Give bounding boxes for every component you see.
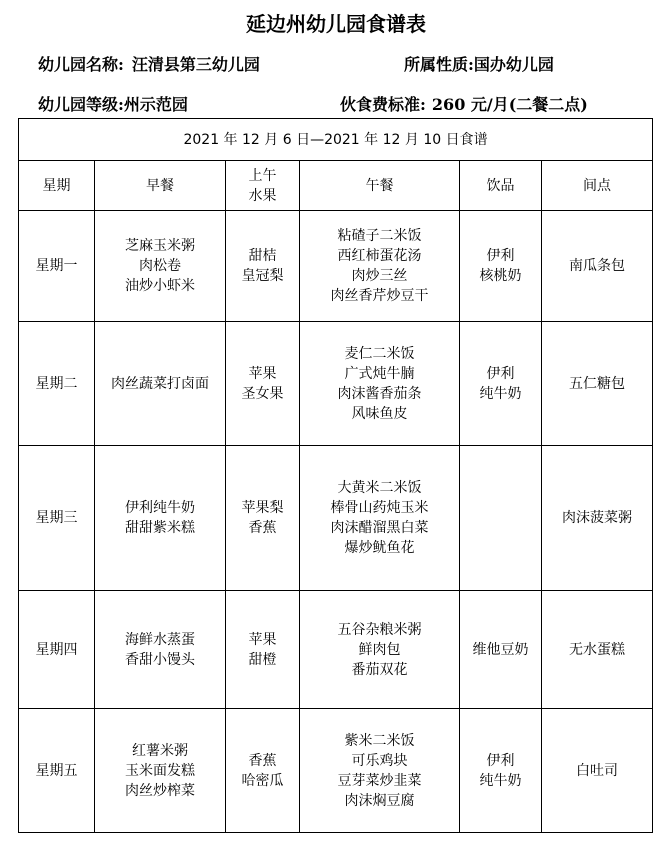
lunch-item: 五谷杂粮米粥 (337, 621, 422, 638)
fruit-cell (226, 211, 300, 322)
lunch-item: 大黄米二米饭 (337, 480, 422, 496)
table-row (19, 446, 653, 591)
lunch-item: 肉丝香芹炒豆干 (330, 288, 429, 304)
breakfast-cell (95, 211, 226, 322)
breakfast-item: 肉丝蔬菜打卤面 (111, 375, 209, 392)
ownership-type-value: 国办幼儿园 (473, 55, 554, 74)
page-title: 延边州幼儿园食谱表 (246, 12, 426, 36)
drink-item: 伊利 (486, 365, 515, 382)
drink-cell (460, 211, 542, 322)
day-cell: 星期四 (19, 591, 95, 709)
breakfast-cell (95, 709, 226, 833)
fruit-item: 苹果 (248, 365, 277, 382)
menu-table (18, 118, 653, 833)
kindergarten-grade-value: 州示范园 (123, 95, 188, 114)
snack-cell (542, 446, 653, 591)
kindergarten-grade-label: 幼儿园等级: (38, 95, 124, 114)
header-drink: 饮品 (460, 161, 542, 211)
snack-item: 无水蛋糕 (569, 641, 626, 658)
breakfast-item: 伊利纯牛奶 (125, 500, 195, 516)
snack-cell (542, 709, 653, 833)
breakfast-item: 玉米面发糕 (125, 762, 195, 779)
lunch-item: 爆炒鱿鱼花 (344, 540, 415, 556)
header-breakfast: 早餐 (95, 161, 226, 211)
day-cell: 星期五 (19, 709, 95, 833)
drink-cell (460, 591, 542, 709)
header-day: 星期 (19, 161, 95, 211)
lunch-cell (300, 709, 460, 833)
header-fruit-line: 上午 (248, 167, 277, 184)
fruit-item: 圣女果 (241, 385, 284, 402)
header-fruit-line: 水果 (248, 187, 277, 204)
lunch-item: 肉沫醋溜黑白菜 (330, 520, 429, 536)
lunch-item: 肉炒三丝 (351, 268, 408, 284)
lunch-item: 豆芽菜炒韭菜 (337, 772, 422, 789)
breakfast-item: 香甜小馒头 (125, 651, 195, 668)
breakfast-cell (95, 322, 226, 446)
header-morning-fruit (226, 161, 300, 211)
ownership-type-label: 所属性质: (404, 55, 474, 74)
fruit-item: 香蕉 (248, 520, 277, 536)
date-range-row (19, 119, 653, 161)
fruit-item: 苹果 (248, 631, 277, 648)
fruit-item: 苹果梨 (241, 500, 284, 516)
meal-fee-label: 伙食费标准: (340, 95, 426, 114)
drink-item: 核桃奶 (479, 268, 522, 284)
drink-item: 伊利 (486, 248, 515, 264)
fruit-cell (226, 446, 300, 591)
drink-cell (460, 322, 542, 446)
lunch-cell (300, 591, 460, 709)
drink-item: 纯牛奶 (479, 772, 522, 789)
table-row (19, 322, 653, 446)
day-cell: 星期三 (19, 446, 95, 591)
lunch-cell (300, 446, 460, 591)
kindergarten-name-label: 幼儿园名称: (38, 55, 124, 74)
lunch-item: 麦仁二米饭 (344, 345, 415, 362)
snack-cell (542, 211, 653, 322)
snack-item: 肉沫菠菜粥 (562, 510, 633, 526)
snack-item: 白吐司 (576, 762, 619, 779)
fruit-cell (226, 591, 300, 709)
lunch-item: 广式炖牛腩 (344, 365, 415, 382)
header-row (19, 161, 653, 211)
lunch-item: 鲜肉包 (358, 641, 401, 658)
table-row (19, 591, 653, 709)
ownership-type (404, 52, 554, 75)
fruit-cell (226, 322, 300, 446)
drink-item: 纯牛奶 (479, 385, 522, 402)
date-range: 2021 年 12 月 6 日—2021 年 12 月 10 日食谱 (19, 119, 653, 161)
drink-cell (460, 446, 542, 591)
breakfast-item: 红薯米粥 (132, 742, 188, 759)
fruit-item: 哈密瓜 (241, 772, 284, 789)
meal-fee-value: 260 元/月(二餐二点) (431, 95, 588, 114)
breakfast-item: 肉松卷 (139, 258, 181, 274)
lunch-item: 西红柿蛋花汤 (337, 248, 422, 264)
kindergarten-grade (38, 92, 188, 115)
kindergarten-name-value: 汪清县第三幼儿园 (131, 55, 260, 74)
meal-fee (340, 92, 588, 115)
breakfast-item: 甜甜紫米糕 (125, 520, 195, 536)
snack-item: 五仁糖包 (569, 375, 626, 392)
fruit-item: 香蕉 (248, 752, 277, 769)
drink-item: 维他豆奶 (472, 641, 529, 658)
breakfast-cell (95, 591, 226, 709)
lunch-item: 棒骨山药炖玉米 (330, 500, 429, 516)
breakfast-item: 油炒小虾米 (125, 278, 195, 294)
fruit-item: 皇冠梨 (241, 268, 284, 284)
lunch-cell (300, 211, 460, 322)
lunch-item: 肉沫焖豆腐 (344, 792, 415, 809)
lunch-item: 肉沫酱香茄条 (337, 385, 422, 402)
lunch-item: 紫米二米饭 (344, 732, 415, 749)
fruit-item: 甜橙 (248, 651, 277, 668)
snack-cell (542, 322, 653, 446)
lunch-cell (300, 322, 460, 446)
snack-cell (542, 591, 653, 709)
day-cell: 星期二 (19, 322, 95, 446)
table-row (19, 211, 653, 322)
snack-item: 南瓜条包 (569, 258, 626, 274)
lunch-item: 可乐鸡块 (351, 752, 408, 769)
kindergarten-name (38, 52, 260, 75)
lunch-item: 风味鱼皮 (351, 405, 408, 422)
lunch-item: 番茄双花 (351, 661, 408, 678)
breakfast-item: 芝麻玉米粥 (125, 238, 195, 254)
day-cell: 星期一 (19, 211, 95, 322)
header-lunch: 午餐 (300, 161, 460, 211)
fruit-cell (226, 709, 300, 833)
breakfast-item: 海鲜水蒸蛋 (125, 631, 195, 648)
fruit-item: 甜桔 (248, 248, 277, 264)
breakfast-item: 肉丝炒榨菜 (125, 782, 195, 799)
header-snack: 间点 (542, 161, 653, 211)
lunch-item: 粘碴子二米饭 (337, 228, 422, 244)
drink-cell (460, 709, 542, 833)
table-row (19, 709, 653, 833)
drink-item: 伊利 (486, 752, 515, 769)
breakfast-cell (95, 446, 226, 591)
